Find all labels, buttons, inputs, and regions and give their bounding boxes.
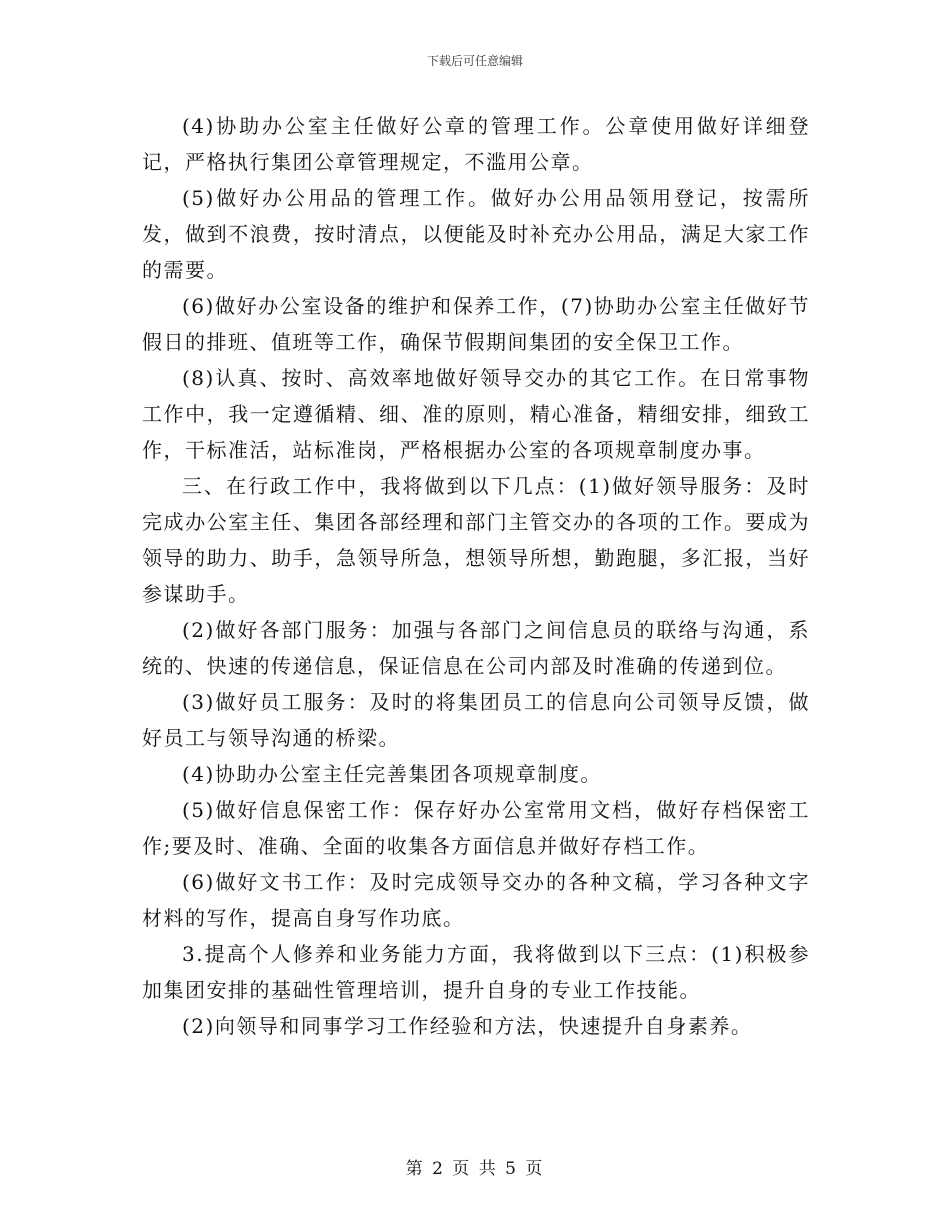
paragraph: (8)认真、按时、高效率地做好领导交办的其它工作。在日常事物工作中，我一定遵循精、细、准的原则，精心准备，精细安排，细致工作，干标准活，站标准岗，严格根据办公室的各项规章制度办事。 bbox=[142, 366, 810, 462]
paragraph: 三、在行政工作中，我将做到以下几点：(1)做好领导服务：及时完成办公室主任、集团各部经理和部门主管交办的各项的工作。要成为领导的助力、助手，急领导所急，想领导所想，勤跑腿，多汇报，当好参谋助手。 bbox=[142, 474, 810, 606]
paragraph: (5)做好办公用品的管理工作。做好办公用品领用登记，按需所发，做到不浪费，按时清点，以便能及时补充办公用品，满足大家工作的需要。 bbox=[142, 186, 810, 282]
page-number: 第 2 页 共 5 页 bbox=[405, 1159, 545, 1179]
page-header: 下载后可任意编辑 bbox=[426, 54, 523, 68]
paragraph: (2)向领导和同事学习工作经验和方法，快速提升自身素养。 bbox=[182, 1014, 753, 1038]
paragraph: (6)做好办公室设备的维护和保养工作，(7)协助办公室主任做好节假日的排班、值班等工作，确保节假期间集团的安全保卫工作。 bbox=[142, 294, 810, 354]
paragraph: 3.提高个人修养和业务能力方面，我将做到以下三点：(1)积极参加集团安排的基础性管理培训，提升自身的专业工作技能。 bbox=[142, 942, 810, 1002]
paragraph: (4)协助办公室主任完善集团各项规章制度。 bbox=[182, 762, 602, 786]
paragraph: (3)做好员工服务：及时的将集团员工的信息向公司领导反馈，做好员工与领导沟通的桥梁。 bbox=[142, 690, 810, 750]
document-body bbox=[142, 108, 810, 1044]
paragraph: (4)协助办公室主任做好公章的管理工作。公章使用做好详细登记，严格执行集团公章管理规定，不滥用公章。 bbox=[142, 114, 810, 174]
paragraph: (6)做好文书工作：及时完成领导交办的各种文稿，学习各种文字材料的写作，提高自身写作功底。 bbox=[142, 870, 810, 930]
paragraph: (5)做好信息保密工作：保存好办公室常用文档，做好存档保密工作;要及时、准确、全面的收集各方面信息并做好存档工作。 bbox=[142, 798, 810, 858]
paragraph: (2)做好各部门服务：加强与各部门之间信息员的联络与沟通，系统的、快速的传递信息，保证信息在公司内部及时准确的传递到位。 bbox=[142, 618, 810, 678]
